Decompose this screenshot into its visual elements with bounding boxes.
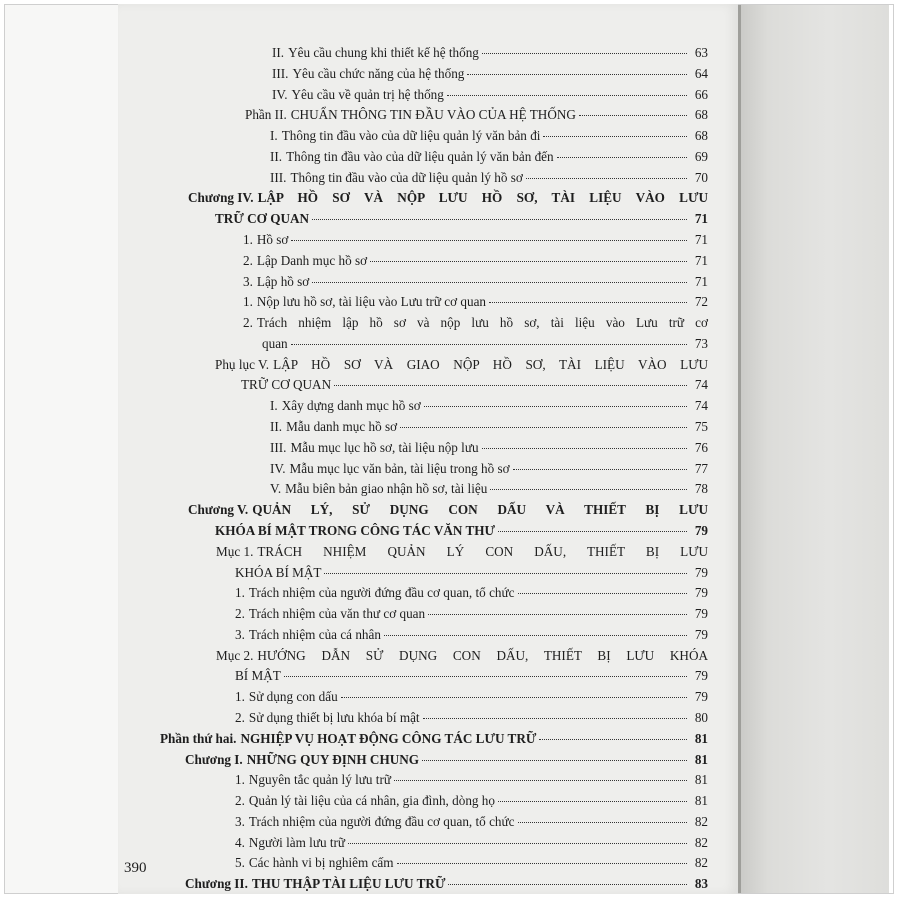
toc-entry-label: 1. — [235, 689, 245, 705]
toc-entry-page: 79 — [694, 522, 708, 538]
toc-entry — [215, 356, 708, 374]
toc-entry-title: Yêu cầu chung khi thiết kế hệ thống — [288, 45, 479, 60]
page-edge — [738, 5, 741, 893]
toc-entry-page: 71 — [694, 252, 708, 268]
dot-leader — [498, 801, 687, 802]
toc-entry-page: 79 — [694, 668, 708, 684]
toc-entry-title: THU THẬP TÀI LIỆU LƯU TRỮ — [251, 876, 446, 892]
facing-page-shadow — [738, 5, 889, 893]
toc-entry — [235, 813, 708, 831]
toc-entry-page: 71 — [694, 211, 708, 227]
dot-leader — [422, 760, 687, 761]
toc-entry-page: 71 — [694, 273, 708, 289]
toc-entry — [235, 854, 708, 872]
toc-entry-page: 81 — [694, 730, 708, 746]
toc-entry-page: 80 — [694, 709, 708, 725]
toc-entry-page: 66 — [694, 86, 708, 102]
toc-entry-title: TRỮ CƠ QUAN — [241, 377, 332, 393]
toc-entry-label: 1. — [235, 585, 245, 601]
dot-leader — [291, 240, 687, 241]
toc-entry-label: Chương II. — [185, 876, 248, 892]
toc-entry-title: HƯỚNG DẪN SỬ DỤNG CON DẤU, THIẾT BỊ LƯU KHÓA — [257, 647, 708, 663]
toc-entry-page: 79 — [694, 606, 708, 622]
toc-entry-title: Sử dụng con dấu — [248, 689, 338, 705]
toc-entry — [188, 189, 708, 207]
toc-entry-label: IV. — [272, 86, 288, 102]
toc-entry-label: IV. — [270, 460, 286, 476]
toc-entry-title: KHÓA BÍ MẬT — [235, 564, 322, 580]
toc-entry-title: LẬP HỒ SƠ VÀ GIAO NỘP HỒ SƠ, TÀI LIỆU VÀO LƯU — [273, 356, 708, 372]
toc-entry-label: I. — [270, 398, 278, 414]
toc-entry-title: Thông tin đầu vào của dữ liệu quản lý văn bản đi — [281, 128, 541, 144]
toc-entry-page: 70 — [694, 169, 708, 185]
toc-entry — [235, 564, 708, 582]
toc-entry-label: Phần II. — [245, 107, 287, 123]
toc-entry-title: CHUẨN THÔNG TIN ĐẦU VÀO CỦA HỆ THỐNG — [290, 107, 576, 123]
toc-entry-title: Yêu cầu chức năng của hệ thống — [292, 65, 465, 81]
toc-entry-title: LẬP HỒ SƠ VÀ NỘP LƯU HỒ SƠ, TÀI LIỆU VÀO LƯU — [257, 190, 708, 206]
dot-leader — [397, 863, 687, 864]
toc-entry-label: 1. — [243, 294, 253, 310]
toc-entry-title: Mẫu mục lục hồ sơ, tài liệu nộp lưu — [290, 439, 479, 455]
toc-entry — [243, 273, 708, 291]
toc-entry-label: Chương IV. — [188, 190, 254, 206]
dot-leader — [424, 406, 687, 407]
toc-entry-title: Trách nhiệm của người đứng đầu cơ quan, tổ chức — [248, 585, 515, 601]
toc-entry — [243, 231, 708, 249]
toc-entry — [185, 875, 708, 893]
toc-entry-title: Người làm lưu trữ — [248, 834, 346, 850]
toc-entry-label: 5. — [235, 855, 245, 871]
toc-entry-page: 81 — [694, 772, 708, 788]
toc-entry-title: Các hành vi bị nghiêm cấm — [248, 855, 394, 871]
page-number: 390 — [124, 860, 147, 876]
dot-leader — [334, 385, 687, 386]
toc-entry-label: Phần thứ hai. — [160, 730, 237, 746]
toc-entry-title: Xây dựng danh mục hồ sơ — [281, 398, 421, 414]
dot-leader — [348, 843, 687, 844]
toc-entry — [270, 148, 708, 166]
dot-leader — [490, 489, 687, 490]
toc-entry-page: 68 — [694, 107, 708, 123]
toc-entry-label: III. — [270, 169, 287, 185]
toc-entry-title: KHÓA BÍ MẬT TRONG CÔNG TÁC VĂN THƯ — [215, 522, 496, 538]
toc-entry — [272, 44, 708, 62]
toc-entry-title: Quản lý tài liệu của cá nhân, gia đình, dòng họ — [248, 793, 495, 809]
toc-entry — [270, 480, 708, 498]
toc-entry-label: III. — [270, 439, 287, 455]
toc-entry-label: V. — [270, 481, 282, 497]
toc-entry — [270, 397, 708, 415]
toc-entry-label: Chương V. — [188, 502, 249, 518]
toc-entry — [245, 106, 708, 124]
toc-entry-page: 74 — [694, 377, 708, 393]
toc-entry — [216, 543, 708, 561]
toc-entry-page: 79 — [694, 564, 708, 580]
dot-leader — [557, 157, 687, 158]
toc-entry-title: Trách nhiệm của người đứng đầu cơ quan, tổ chức — [248, 813, 515, 829]
toc-entry-label: Phụ lục V. — [215, 356, 270, 372]
dot-leader — [467, 74, 687, 75]
toc-entry-page: 78 — [694, 481, 708, 497]
toc-entry-page: 79 — [694, 585, 708, 601]
toc-entry — [241, 376, 708, 394]
toc-entry-label: II. — [272, 45, 285, 60]
toc-entry-title: Thông tin đầu vào của dữ liệu quản lý hồ sơ — [290, 169, 523, 185]
toc-entry-title: QUẢN LÝ, SỬ DỤNG CON DẤU VÀ THIẾT BỊ LƯU — [252, 502, 708, 518]
toc-entry — [235, 709, 708, 727]
toc-entry-title: Mẫu biên bản giao nhận hồ sơ, tài liệu — [285, 481, 488, 497]
dot-leader — [482, 448, 687, 449]
toc-entry — [235, 688, 708, 706]
dot-leader — [423, 718, 687, 719]
toc-entry-title: quan — [262, 335, 288, 351]
toc-entry-label: I. — [270, 128, 278, 144]
toc-entry-label: III. — [272, 65, 289, 81]
toc-entry — [270, 169, 708, 187]
toc-entry-title: BÍ MẬT — [235, 668, 281, 684]
toc-entry-title: Nguyên tắc quản lý lưu trữ — [248, 772, 391, 788]
toc-entry-title: Hồ sơ — [256, 232, 289, 248]
dot-leader — [384, 635, 687, 636]
toc-entry — [188, 501, 708, 519]
toc-entry-title: Mẫu mục lục văn bản, tài liệu trong hồ sơ — [289, 460, 510, 476]
dot-leader — [284, 676, 687, 677]
dot-leader — [400, 427, 687, 428]
toc-entry-page: 74 — [694, 398, 708, 414]
toc-entry-label: II. — [270, 419, 283, 435]
toc-entry — [235, 605, 708, 623]
toc-entry-page: 71 — [694, 232, 708, 248]
dot-leader — [518, 593, 687, 594]
toc-entry — [262, 335, 708, 353]
toc-entry — [270, 127, 708, 145]
toc-entry-title: Sử dụng thiết bị lưu khóa bí mật — [248, 709, 420, 725]
toc-entry-page: 72 — [694, 294, 708, 310]
toc-entry-page: 81 — [694, 793, 708, 809]
toc-entry-title: Yêu cầu về quản trị hệ thống — [291, 86, 444, 102]
dot-leader — [579, 115, 687, 116]
toc-entry-label: 3. — [235, 626, 245, 642]
dot-leader — [394, 780, 687, 781]
toc-entry — [272, 65, 708, 83]
toc-entry-page: 77 — [694, 460, 708, 476]
toc-entry-title: Nộp lưu hồ sơ, tài liệu vào Lưu trữ cơ quan — [256, 294, 487, 310]
toc-entry — [235, 667, 708, 685]
toc-entry-page: 75 — [694, 419, 708, 435]
dot-leader — [312, 282, 687, 283]
toc-entry — [160, 730, 708, 748]
toc-entry — [235, 792, 708, 810]
dot-leader — [341, 697, 687, 698]
toc-entry-label: 2. — [243, 315, 253, 331]
dot-leader — [526, 178, 687, 179]
toc-entry — [270, 460, 708, 478]
toc-entry-page: 79 — [694, 626, 708, 642]
dot-leader — [428, 614, 687, 615]
toc-entry-label: 2. — [243, 252, 253, 268]
toc-entry — [272, 86, 708, 104]
toc-entry-title: Lập Danh mục hồ sơ — [256, 252, 368, 268]
toc-entry — [185, 751, 708, 769]
toc-entry-title: Mẫu danh mục hồ sơ — [286, 419, 398, 435]
toc-entry — [235, 584, 708, 602]
toc-entry-label: II. — [270, 148, 283, 164]
toc-entry-title: TRỮ CƠ QUAN — [215, 211, 310, 227]
dot-leader — [291, 344, 687, 345]
toc-entry-label: 1. — [243, 232, 253, 248]
toc-entry-title: Thông tin đầu vào của dữ liệu quản lý văn bản đến — [286, 148, 554, 164]
dot-leader — [539, 739, 687, 740]
toc-entry-page: 69 — [694, 148, 708, 164]
toc-entry-label: 3. — [235, 813, 245, 829]
toc-entry-title: TRÁCH NHIỆM QUẢN LÝ CON DẤU, THIẾT BỊ LƯU — [257, 543, 708, 559]
toc-entry — [215, 210, 708, 228]
dot-leader — [312, 219, 687, 220]
dot-leader — [489, 302, 687, 303]
toc-entry-title: Trách nhiệm của văn thư cơ quan — [248, 606, 426, 622]
toc-entry — [243, 293, 708, 311]
background-left — [5, 5, 118, 893]
toc-entry-page: 83 — [694, 876, 708, 892]
toc-entry-label: 1. — [235, 772, 245, 788]
toc-entry-title: NGHIỆP VỤ HOẠT ĐỘNG CÔNG TÁC LƯU TRỮ — [240, 730, 537, 746]
dot-leader — [447, 95, 687, 96]
dot-leader — [498, 531, 687, 532]
toc-entry-page: 82 — [694, 813, 708, 829]
toc-entry-label: 2. — [235, 709, 245, 725]
toc-entry — [235, 771, 708, 789]
toc-entry-label: 4. — [235, 834, 245, 850]
toc-entry — [235, 626, 708, 644]
toc-entry-page: 82 — [694, 855, 708, 871]
toc-entry-page: 81 — [694, 751, 708, 767]
toc-entry — [243, 314, 708, 332]
dot-leader — [513, 469, 687, 470]
toc-entry-page: 82 — [694, 834, 708, 850]
toc-entry-page: 63 — [694, 45, 708, 60]
toc-entry — [243, 252, 708, 270]
toc-entry-label: Mục 2. — [216, 647, 254, 663]
toc-entry — [270, 418, 708, 436]
toc-entry-label: Chương I. — [185, 751, 243, 767]
toc-entry-label: Mục 1. — [216, 543, 254, 559]
dot-leader — [324, 573, 687, 574]
toc-entry — [215, 522, 708, 540]
toc-entry-page: 64 — [694, 65, 708, 81]
toc-entry-title: Trách nhiệm lập hồ sơ và nộp lưu hồ sơ, tài liệu vào Lưu trữ cơ — [256, 315, 708, 331]
toc-entry-label: 2. — [235, 606, 245, 622]
dot-leader — [370, 261, 687, 262]
dot-leader — [448, 884, 687, 885]
toc-entry-page: 68 — [694, 128, 708, 144]
toc-entry-page: 79 — [694, 689, 708, 705]
toc-entry-page: 76 — [694, 439, 708, 455]
toc-entry-title: NHỮNG QUY ĐỊNH CHUNG — [246, 751, 420, 767]
toc-entry — [235, 834, 708, 852]
toc-entry-label: 3. — [243, 273, 253, 289]
dot-leader — [543, 136, 687, 137]
toc-entry — [270, 439, 708, 457]
toc-entry-page: 73 — [694, 335, 708, 351]
toc-entry-title: Trách nhiệm của cá nhân — [248, 626, 381, 642]
toc-entry-label: 2. — [235, 793, 245, 809]
toc-entry-title: Lập hồ sơ — [256, 273, 310, 289]
dot-leader — [518, 822, 687, 823]
dot-leader — [482, 53, 687, 54]
toc-entry — [216, 647, 708, 665]
